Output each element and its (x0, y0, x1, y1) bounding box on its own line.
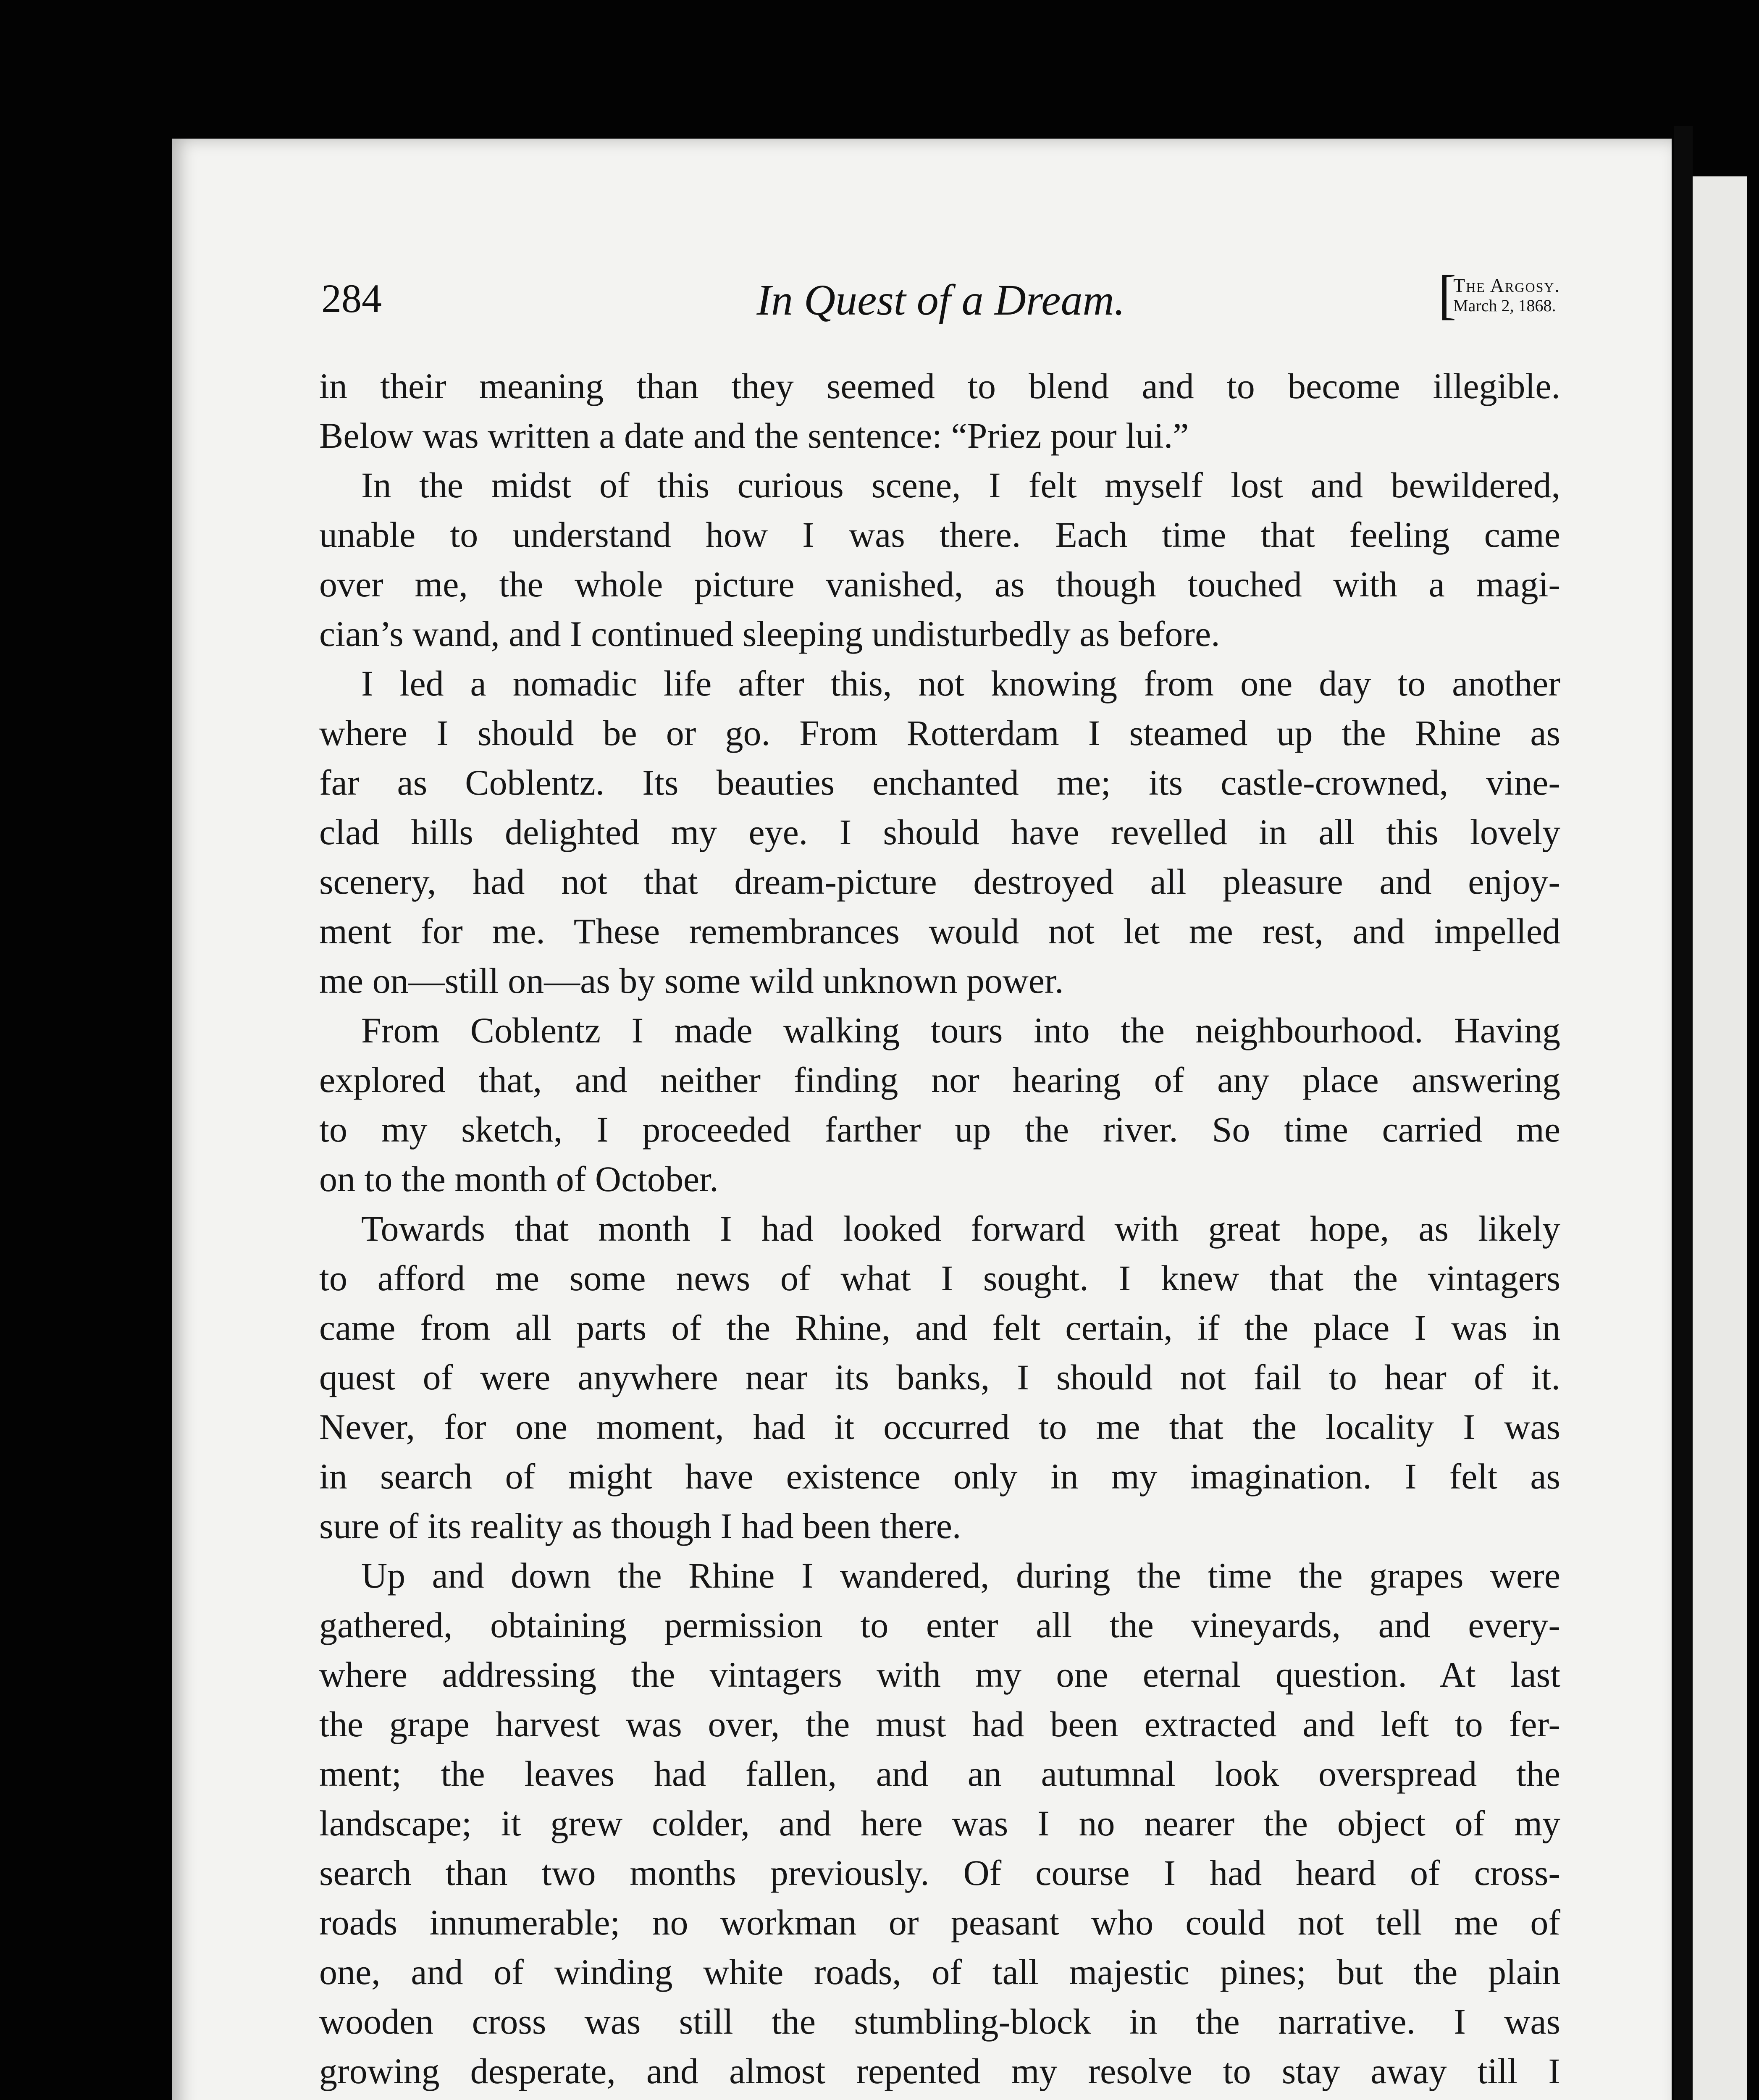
text-line: Never, for one moment, had it occurred to me that the locality I was (319, 1407, 1560, 1447)
text-line: the grape harvest was over, the must had been extracted and left to fer- (319, 1704, 1560, 1744)
text-line: Below was written a date and the sentence: “Priez pour lui.” (319, 415, 1189, 456)
text-line: in search of might have existence only in my imagination. I felt as (319, 1456, 1560, 1496)
text-line: sure of its reality as though I had been there. (319, 1506, 961, 1546)
text-line: unable to understand how I was there. Each time that feeling came (319, 514, 1560, 555)
text-line: clad hills delighted my eye. I should have revelled in all this lovely (319, 812, 1560, 852)
text-line: gathered, obtaining permission to enter all the vineyards, and every- (319, 1605, 1560, 1645)
page-gutter (1674, 126, 1693, 2100)
text-line: growing desperate, and almost repented my resolve to stay away till I (319, 2051, 1560, 2091)
text-line: From Coblentz I made walking tours into the neighbourhood. Having (361, 1010, 1560, 1050)
publication-reference (1438, 265, 1560, 325)
text-line: far as Coblentz. Its beauties enchanted me; its castle-crowned, vine- (319, 762, 1560, 803)
text-line: search than two months previously. Of course I had heard of cross- (319, 1853, 1560, 1893)
page-number: 284 (321, 276, 382, 321)
text-line: Up and down the Rhine I wandered, during the time the grapes were (361, 1555, 1560, 1596)
text-line: me on—still on—as by some wild unknown power. (319, 961, 1064, 1001)
text-line: In the midst of this curious scene, I felt myself lost and bewildered, (361, 465, 1560, 505)
text-line: one, and of winding white roads, of tall majestic pines; but the plain (319, 1952, 1560, 1992)
text-line: wooden cross was still the stumbling-block in the narrative. I was (319, 2001, 1560, 2042)
text-line: ment; the leaves had fallen, and an autumnal look overspread the (319, 1754, 1560, 1794)
text-line: roads innumerable; no workman or peasant who could not tell me of (319, 1902, 1560, 1942)
text-line: explored that, and neither finding nor hearing of any place answering (319, 1060, 1560, 1100)
text-line: quest of were anywhere near its banks, I should not fail to hear of it. (319, 1357, 1560, 1397)
text-line: to afford me some news of what I sought. I knew that the vintagers (319, 1258, 1560, 1298)
publication-date: March 2, 1868. (1453, 296, 1556, 315)
text-line: Towards that month I had looked forward with great hope, as likely (361, 1208, 1560, 1249)
reference-bracket: [ (1438, 265, 1457, 325)
text-line (319, 2096, 1560, 2100)
text-line: where addressing the vintagers with my one eternal question. At last (319, 1654, 1560, 1695)
text-line: scenery, had not that dream-picture destroyed all pleasure and enjoy- (319, 861, 1560, 902)
text-line: to my sketch, I proceeded farther up the river. So time carried me (319, 1109, 1560, 1150)
text-line: landscape; it grew colder, and here was I no nearer the object of my (319, 1803, 1560, 1843)
text-line: cian’s wand, and I continued sleeping undisturbedly as before. (319, 614, 1220, 654)
text-line: in their meaning than they seemed to blend and to become illegible. (319, 366, 1560, 406)
running-title: In Quest of a Dream. (756, 276, 1125, 324)
text-line: where I should be or go. From Rotterdam I steamed up the Rhine as (319, 713, 1560, 753)
next-page-edge (1693, 176, 1747, 2100)
text-line: ment for me. These remembrances would not let me rest, and impelled (319, 911, 1560, 951)
text-line: came from all parts of the Rhine, and felt certain, if the place I was in (319, 1307, 1560, 1348)
text-line: over me, the whole picture vanished, as though touched with a magi- (319, 564, 1560, 604)
body-text (319, 361, 1560, 2100)
text-line: I led a nomadic life after this, not knowing from one day to another (361, 663, 1560, 704)
text-line: on to the month of October. (319, 1159, 719, 1199)
publication-name: The Argosy. (1453, 275, 1560, 296)
page-header (321, 265, 1560, 338)
